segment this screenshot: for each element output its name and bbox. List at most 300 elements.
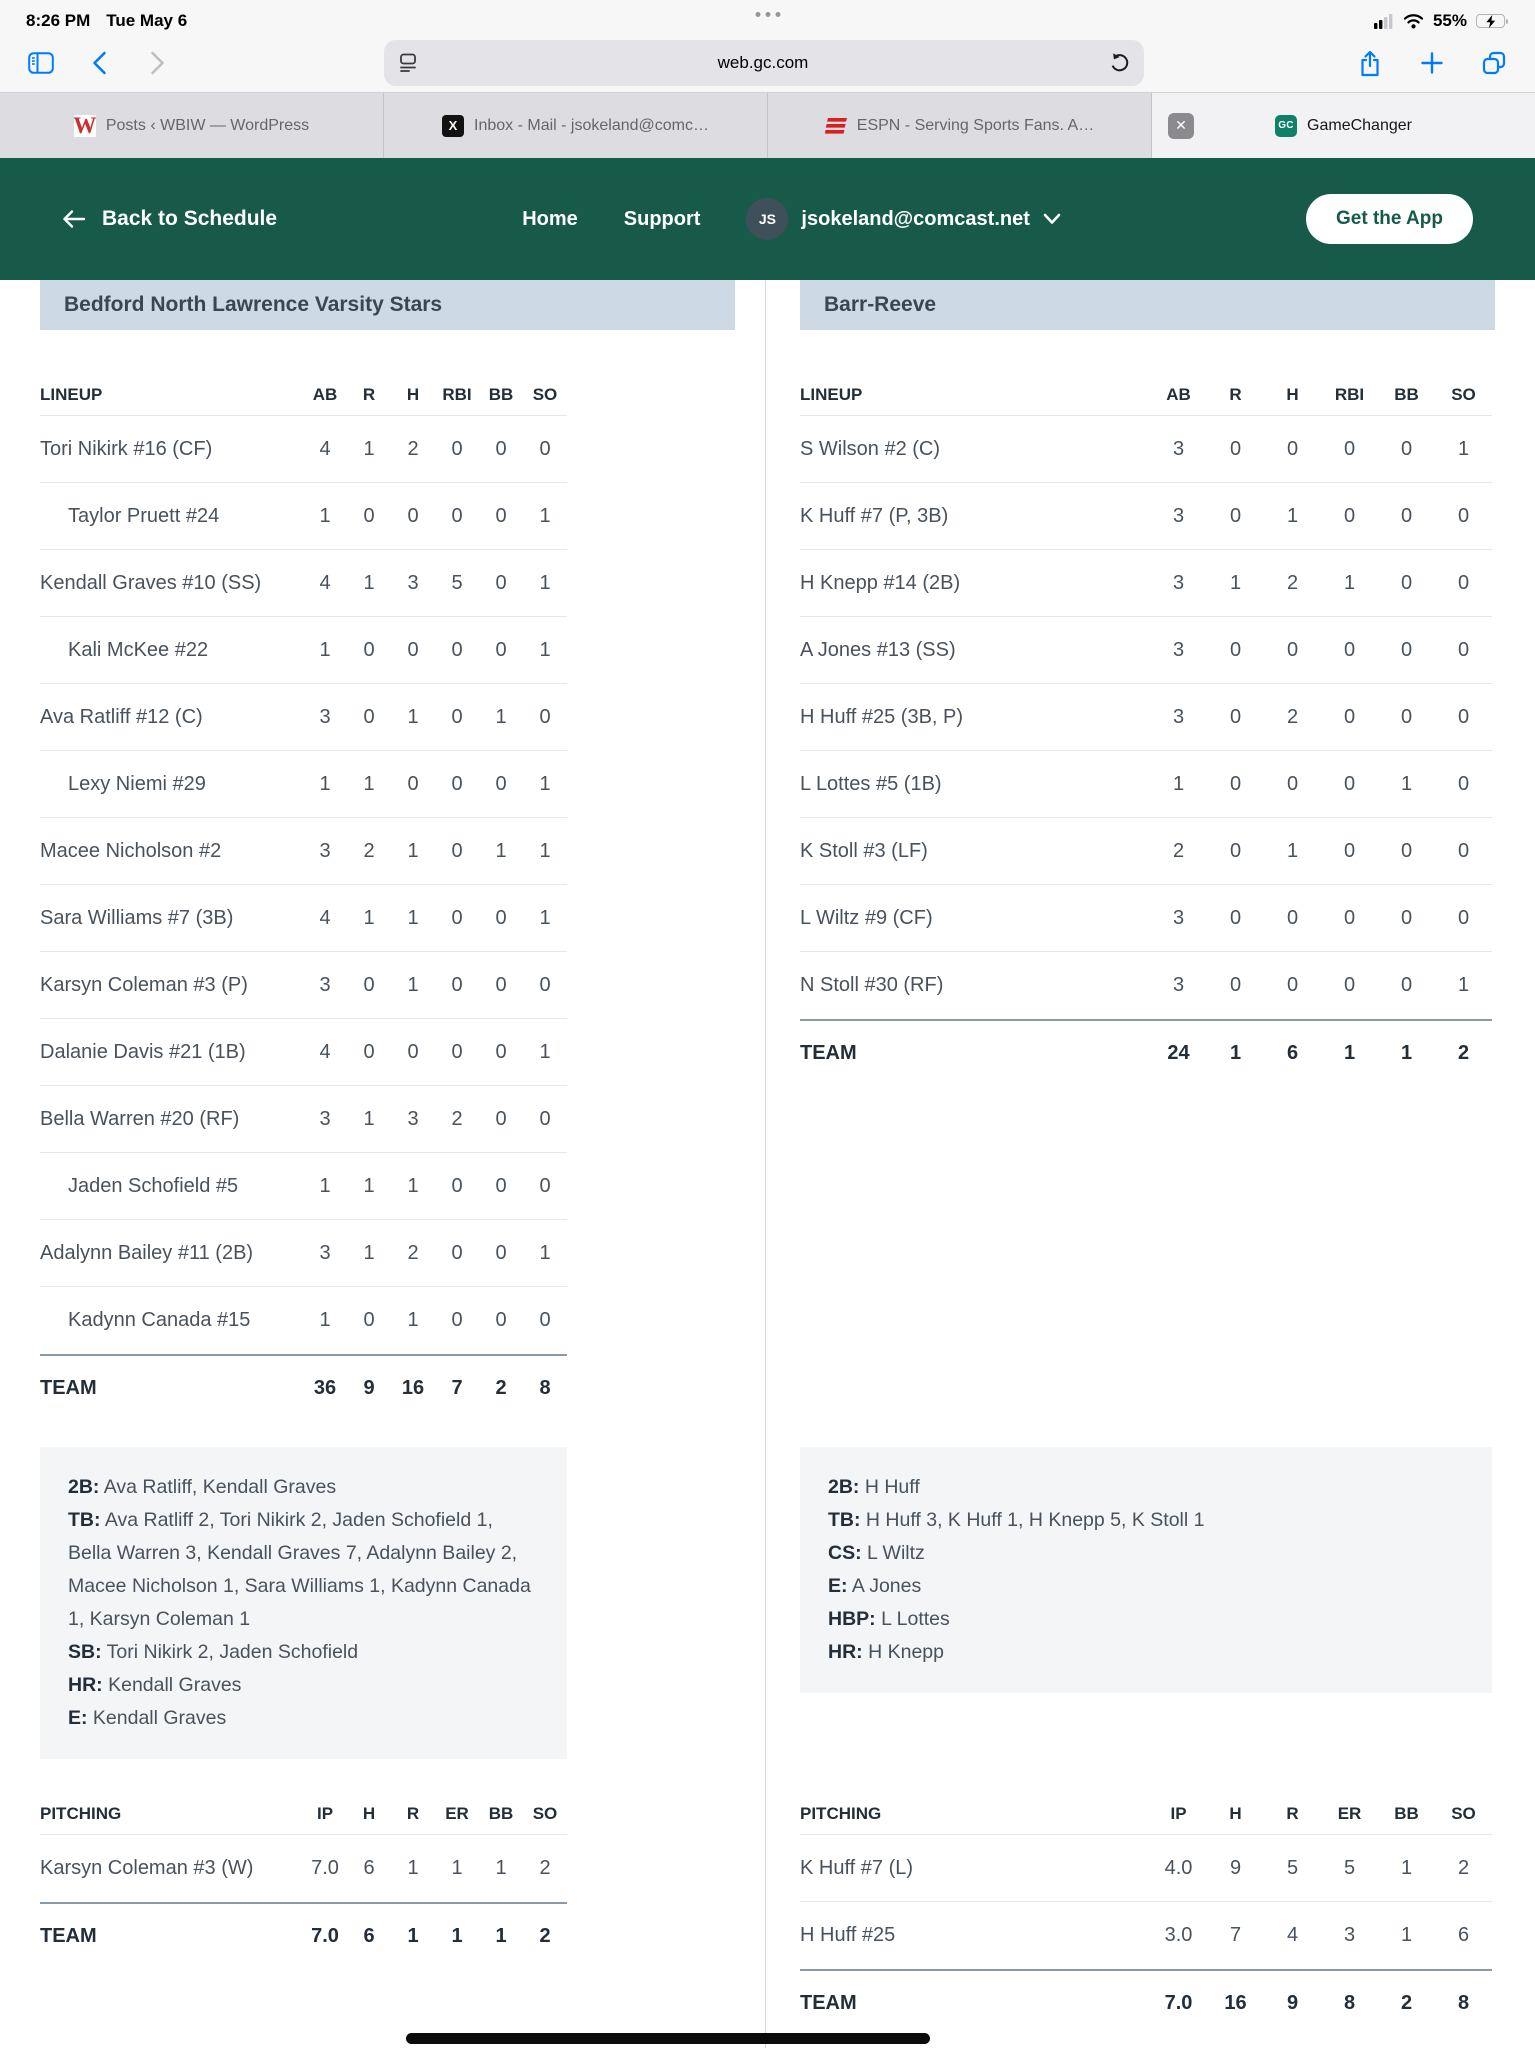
note-label: CS: [828, 1542, 862, 1564]
note-line [68, 1669, 539, 1702]
row-label: Taylor Pruett #24 [68, 504, 220, 527]
gamechanger-header [0, 158, 1535, 280]
stat-cell: 0 [451, 1241, 463, 1264]
cellular-signal-icon [1374, 14, 1394, 29]
stat-cell: 0 [1229, 437, 1242, 460]
note-label: SB: [68, 1641, 102, 1663]
tab-overview-icon[interactable] [1479, 48, 1509, 78]
note-text: Kendall Graves [102, 1674, 242, 1696]
pitching-table [800, 1793, 1492, 2036]
stat-cell: 0 [495, 571, 507, 594]
stat-cell: 7.0 [1164, 1992, 1193, 2014]
stat-cell: 1 [451, 1857, 463, 1879]
tab-mail-inbox[interactable] [384, 93, 768, 158]
wordpress-favicon-icon: W [73, 112, 97, 138]
stat-cell: 0 [495, 973, 507, 996]
row-label: Karsyn Coleman #3 (P) [40, 973, 248, 996]
note-label: HR: [68, 1674, 103, 1696]
stat-cell: 16 [1224, 1992, 1247, 2014]
stat-cell: 1 [363, 772, 375, 795]
stat-cell: 2 [363, 839, 375, 862]
batting-table [800, 374, 1492, 1086]
tab-wbiw-wordpress[interactable] [0, 93, 384, 158]
stat-cell: 1 [1286, 504, 1299, 527]
box-score-content [0, 280, 1535, 2048]
stat-cell: 3.0 [1164, 1924, 1193, 1946]
row-label: L Lottes #5 (1B) [800, 772, 942, 795]
column-header: PITCHING [800, 1803, 882, 1823]
column-header: PITCHING [40, 1803, 122, 1823]
status-bar [0, 0, 1535, 34]
stat-cell: 7.0 [311, 1925, 339, 1947]
stat-cell: 0 [1229, 974, 1242, 996]
player-row [40, 416, 567, 483]
stat-cell: 0 [451, 1040, 463, 1063]
stat-cell: 3 [319, 1107, 331, 1130]
stat-cell: 9 [1286, 1992, 1299, 2014]
note-line [68, 1636, 539, 1669]
stat-cell: 0 [1229, 839, 1242, 862]
stat-cell: 0 [1457, 638, 1470, 661]
stat-cell: 0 [363, 973, 375, 996]
stat-cell: 2 [451, 1107, 463, 1130]
stat-cell: 1 [1400, 1924, 1413, 1946]
stat-cell: 0 [495, 772, 507, 795]
column-header: SO [532, 1803, 558, 1823]
row-label: Karsyn Coleman #3 (W) [40, 1857, 254, 1879]
forward-icon[interactable] [142, 48, 172, 78]
batting-header-row [800, 374, 1492, 416]
game-notes-section [40, 1447, 567, 1759]
column-header: R [1229, 384, 1242, 404]
stat-cell: 3 [1172, 504, 1185, 527]
team-name-bar [40, 280, 735, 330]
stat-cell: 1 [363, 437, 375, 460]
note-line [828, 1537, 1464, 1570]
note-line [68, 1471, 539, 1504]
column-header: H [1286, 384, 1299, 404]
pitcher-row [800, 1902, 1492, 1969]
stat-cell: 3 [1172, 974, 1185, 996]
player-row [800, 885, 1492, 952]
row-label: H Huff #25 (3B, P) [800, 705, 964, 728]
row-label: Lexy Niemi #29 [68, 772, 206, 795]
stat-cell: 1 [539, 772, 551, 795]
game-notes-section [800, 1447, 1492, 1693]
stat-cell: 1 [539, 1040, 551, 1063]
url-text: web.gc.com [717, 53, 809, 72]
account-email: jsokeland@comcast.net [801, 207, 1030, 230]
batting-header-row [40, 374, 567, 416]
pitching-header-row [40, 1793, 567, 1835]
stat-cell: 9 [363, 1377, 375, 1399]
stat-cell: 0 [451, 839, 463, 862]
stat-cell: 0 [407, 504, 419, 527]
stat-cell: 1 [363, 571, 375, 594]
stat-cell: 2 [1286, 571, 1299, 594]
stat-cell: 4 [319, 437, 331, 460]
note-label: TB: [828, 1509, 861, 1531]
stat-cell: 0 [1400, 705, 1413, 728]
column-header: H [1229, 1803, 1242, 1823]
avatar: JS [746, 198, 788, 240]
stat-cell: 0 [451, 973, 463, 996]
team-name: Bedford North Lawrence Varsity Stars [64, 293, 443, 316]
column-header: BB [1394, 1803, 1419, 1823]
stat-cell: 0 [1457, 906, 1470, 929]
stat-cell: 0 [495, 906, 507, 929]
stat-cell: 0 [1400, 839, 1413, 862]
stat-cell: 0 [1400, 638, 1413, 661]
stat-cell: 1 [451, 1925, 463, 1947]
row-label: Jaden Schofield #5 [68, 1174, 239, 1197]
back-arrow-icon [62, 209, 86, 229]
stat-cell: 0 [1343, 504, 1356, 527]
stat-cell: 2 [539, 1925, 551, 1947]
team-total-row [40, 1354, 567, 1421]
team-name-bar [800, 280, 1495, 330]
tab-title: Inbox - Mail - jsokeland@comc… [474, 116, 709, 134]
row-label: K Huff #7 (L) [800, 1856, 914, 1879]
stat-cell: 0 [1343, 974, 1356, 996]
nav-support-link[interactable]: Support [623, 207, 701, 230]
column-header: RBI [1334, 384, 1365, 404]
player-row [40, 617, 567, 684]
clock-time: 8:26 PM [26, 11, 91, 30]
note-line [828, 1570, 1464, 1603]
page-format-icon[interactable] [398, 53, 418, 73]
stat-cell: 4 [319, 906, 331, 929]
stat-cell: 3 [319, 973, 331, 996]
row-label: L Wiltz #9 (CF) [800, 906, 933, 929]
stat-cell: 1 [319, 638, 331, 661]
back-icon[interactable] [84, 48, 114, 78]
player-row [800, 952, 1492, 1019]
column-header: BB [1394, 384, 1419, 404]
stat-cell: 0 [539, 1174, 551, 1197]
stat-cell: 0 [1400, 974, 1413, 996]
pitching-header-row [800, 1793, 1492, 1835]
team-total-row [800, 1969, 1492, 2036]
stat-cell: 4.0 [1164, 1856, 1193, 1879]
note-text: Ava Ratliff, Kendall Graves [99, 1476, 337, 1498]
stat-cell: 1 [539, 638, 551, 661]
row-label: Ava Ratliff #12 (C) [40, 705, 203, 728]
stat-cell: 0 [539, 973, 551, 996]
row-label: K Stoll #3 (LF) [800, 839, 928, 862]
stat-cell: 5 [1343, 1856, 1356, 1879]
tab-bar [0, 92, 1535, 158]
stat-cell: 3 [319, 839, 331, 862]
stat-cell: 0 [1229, 906, 1242, 929]
stat-cell: 0 [363, 705, 375, 728]
game-notes [40, 1447, 567, 1759]
battery-charging-icon [1476, 14, 1509, 29]
stat-cell: 1 [495, 705, 507, 728]
stat-cell: 1 [1343, 571, 1356, 594]
stat-cell: 0 [495, 1241, 507, 1264]
share-icon[interactable] [1355, 48, 1385, 78]
row-label: H Huff #25 [800, 1924, 896, 1946]
stat-cell: 3 [1172, 705, 1185, 728]
column-header: SO [1451, 384, 1476, 404]
column-header: R [406, 1803, 420, 1823]
stat-cell: 1 [407, 1925, 419, 1947]
stat-cell: 1 [1229, 571, 1242, 594]
nav-home-link[interactable]: Home [522, 207, 578, 230]
stat-cell: 0 [451, 437, 463, 460]
column-divider [765, 280, 766, 2048]
stat-cell: 8 [1343, 1992, 1356, 2014]
stat-cell: 0 [1400, 906, 1413, 929]
player-row [800, 818, 1492, 885]
stat-cell: 0 [1400, 437, 1413, 460]
row-label: S Wilson #2 (C) [800, 437, 941, 460]
stat-cell: 2 [1400, 1992, 1413, 2014]
gamechanger-favicon-icon: GC [1275, 115, 1297, 137]
tab-espn[interactable] [768, 93, 1152, 158]
stat-cell: 1 [539, 571, 551, 594]
column-header: R [1286, 1803, 1299, 1823]
stat-cell: 6 [363, 1925, 375, 1947]
player-row [800, 483, 1492, 550]
stat-cell: 0 [495, 1174, 507, 1197]
stat-cell: 0 [495, 437, 507, 460]
player-row [800, 617, 1492, 684]
stat-cell: 2 [495, 1377, 507, 1399]
stat-cell: 1 [407, 1857, 419, 1879]
note-text: H Huff 3, K Huff 1, H Knepp 5, K Stoll 1 [860, 1509, 1205, 1531]
stat-cell: 3 [407, 571, 419, 594]
row-label: Adalynn Bailey #11 (2B) [40, 1241, 254, 1264]
back-to-schedule-button[interactable] [62, 207, 277, 231]
player-row [40, 483, 567, 550]
stat-cell: 0 [1286, 974, 1299, 996]
reload-icon[interactable] [1109, 52, 1130, 74]
stat-cell: 0 [1286, 772, 1299, 795]
stat-cell: 1 [1400, 1042, 1413, 1064]
home-team-panel [40, 280, 735, 2048]
stat-cell: 0 [1229, 638, 1242, 661]
home-indicator[interactable] [406, 2033, 930, 2044]
stat-cell: 0 [451, 705, 463, 728]
row-label: TEAM [800, 1992, 857, 2014]
stat-cell: 0 [363, 1309, 375, 1331]
stat-cell: 8 [1457, 1992, 1470, 2014]
away-team-panel [800, 280, 1495, 2048]
stat-cell: 2 [407, 437, 419, 460]
stat-cell: 0 [495, 504, 507, 527]
stat-cell: 3 [319, 1241, 331, 1264]
stat-cell: 1 [407, 973, 419, 996]
stat-cell: 0 [451, 504, 463, 527]
stat-cell: 1 [363, 1241, 375, 1264]
close-tab-icon[interactable]: ✕ [1168, 113, 1194, 139]
stat-cell: 7 [1229, 1924, 1242, 1946]
stat-cell: 0 [1400, 504, 1413, 527]
wifi-icon [1403, 13, 1424, 29]
stat-cell: 3 [407, 1107, 419, 1130]
column-header: ER [1337, 1803, 1362, 1823]
note-line [68, 1702, 539, 1735]
player-row [40, 1220, 567, 1287]
sidebar-toggle-icon[interactable] [26, 48, 56, 78]
stat-cell: 0 [451, 1309, 463, 1331]
stat-cell: 0 [451, 1174, 463, 1197]
stat-cell: 1 [1457, 437, 1470, 460]
stat-cell: 0 [451, 638, 463, 661]
account-menu[interactable] [746, 198, 1060, 240]
column-header: R [362, 384, 376, 404]
note-text: Kendall Graves [87, 1707, 227, 1729]
stat-cell: 0 [451, 772, 463, 795]
stat-cell: 1 [539, 1241, 551, 1264]
stat-cell: 1 [539, 906, 551, 929]
row-label: Macee Nicholson #2 [40, 839, 222, 862]
row-label: TEAM [800, 1042, 857, 1064]
stat-cell: 0 [495, 1107, 507, 1130]
stat-cell: 2 [1457, 1856, 1470, 1879]
stat-cell: 1 [319, 504, 331, 527]
player-row [40, 1019, 567, 1086]
row-label: Dalanie Davis #21 (1B) [40, 1040, 246, 1063]
clock-date: Tue May 6 [106, 11, 188, 30]
column-header: ER [445, 1803, 469, 1823]
multitasking-indicator-icon[interactable] [755, 12, 780, 17]
tab-gamechanger[interactable] [1152, 93, 1535, 158]
stat-cell: 0 [1457, 839, 1470, 862]
column-header: LINEUP [40, 384, 103, 404]
note-line [828, 1471, 1464, 1504]
note-label: TB: [68, 1509, 101, 1531]
column-header: AB [312, 384, 338, 404]
stat-cell: 2 [539, 1857, 551, 1879]
note-label: 2B: [828, 1476, 860, 1498]
stat-cell: 0 [407, 772, 419, 795]
tab-title: ESPN - Serving Sports Fans. A… [856, 116, 1095, 134]
note-text: Tori Nikirk 2, Jaden Schofield [101, 1641, 359, 1663]
note-text: L Wiltz [861, 1542, 925, 1564]
stat-cell: 6 [1286, 1042, 1299, 1064]
note-line [828, 1636, 1464, 1669]
stat-cell: 0 [1343, 705, 1356, 728]
stat-cell: 3 [1172, 437, 1185, 460]
player-row [40, 1153, 567, 1220]
stat-cell: 8 [539, 1377, 551, 1399]
row-label: TEAM [40, 1377, 97, 1399]
espn-favicon-icon [825, 115, 847, 137]
stat-cell: 1 [1229, 1042, 1242, 1064]
safari-toolbar [0, 34, 1535, 92]
column-header: IP [1170, 1803, 1187, 1823]
stat-cell: 1 [1457, 974, 1470, 996]
new-tab-icon[interactable] [1417, 48, 1447, 78]
note-text: A Jones [847, 1575, 922, 1597]
stat-cell: 1 [495, 839, 507, 862]
stat-cell: 1 [539, 839, 551, 862]
stat-cell: 0 [1457, 571, 1470, 594]
stat-cell: 4 [319, 571, 331, 594]
stat-cell: 0 [1343, 772, 1356, 795]
stat-cell: 0 [1457, 705, 1470, 728]
row-label: TEAM [40, 1925, 97, 1947]
column-header: BB [488, 1803, 514, 1823]
note-label: E: [68, 1707, 88, 1729]
stat-cell: 0 [407, 638, 419, 661]
player-row [40, 1287, 567, 1354]
player-row [800, 684, 1492, 751]
note-text: Ava Ratliff 2, Tori Nikirk 2, Jaden Schofield 1, Bella Warren 3, Kendall Graves 7, Adalynn Bailey 2, Macee Nicholson 1, Sara Williams 1, Kadynn Canada 1, Karsyn Coleman 1 [68, 1509, 531, 1630]
column-header: IP [316, 1803, 334, 1823]
note-label: HBP: [828, 1608, 876, 1630]
player-row [800, 416, 1492, 483]
player-row [800, 550, 1492, 617]
tab-title: Posts ‹ WBIW — WordPress [105, 116, 310, 134]
column-header: SO [1451, 1803, 1476, 1823]
pitching-table [40, 1793, 567, 1969]
stat-cell: 0 [1400, 571, 1413, 594]
column-header: H [362, 1803, 376, 1823]
stat-cell: 0 [539, 705, 551, 728]
stat-cell: 0 [1343, 437, 1356, 460]
note-text: H Huff [859, 1476, 920, 1498]
column-header: SO [532, 384, 558, 404]
team-name: Barr-Reeve [824, 293, 937, 316]
game-notes [800, 1447, 1492, 1693]
row-label: H Knepp #14 (2B) [800, 571, 961, 594]
note-line [828, 1504, 1464, 1537]
chevron-down-icon [1043, 213, 1061, 225]
row-label: Bella Warren #20 (RF) [40, 1107, 240, 1130]
row-label: Kali McKee #22 [68, 638, 209, 661]
note-text: L Lottes [875, 1608, 950, 1630]
stat-cell: 3 [1172, 906, 1185, 929]
stat-cell: 7.0 [311, 1857, 339, 1879]
stat-cell: 1 [363, 1174, 375, 1197]
stat-cell: 16 [401, 1377, 425, 1399]
stat-cell: 0 [495, 1309, 507, 1331]
stat-cell: 0 [1343, 906, 1356, 929]
stat-cell: 1 [363, 1107, 375, 1130]
stat-cell: 0 [1286, 437, 1299, 460]
player-row [40, 684, 567, 751]
player-row [40, 818, 567, 885]
stat-cell: 1 [319, 772, 331, 795]
stat-cell: 0 [1229, 705, 1242, 728]
stat-cell: 5 [1286, 1856, 1299, 1879]
team-total-row [40, 1902, 567, 1969]
player-row [40, 952, 567, 1019]
note-text: H Knepp [862, 1641, 944, 1663]
stat-cell: 6 [363, 1857, 375, 1879]
stat-cell: 5 [451, 571, 463, 594]
stat-cell: 1 [363, 906, 375, 929]
get-the-app-button[interactable]: Get the App [1306, 194, 1473, 244]
stat-cell: 0 [1229, 772, 1242, 795]
stat-cell: 0 [451, 906, 463, 929]
row-label: Sara Williams #7 (3B) [40, 906, 234, 929]
tab-title: GameChanger [1307, 116, 1412, 134]
stat-cell: 1 [1343, 1042, 1356, 1064]
stat-cell: 1 [407, 1174, 419, 1197]
note-line [828, 1603, 1464, 1636]
stat-cell: 3 [1172, 638, 1185, 661]
stat-cell: 0 [1457, 504, 1470, 527]
address-bar[interactable] [384, 40, 1144, 86]
stat-cell: 7 [451, 1377, 463, 1399]
row-label: Kendall Graves #10 (SS) [40, 571, 262, 594]
note-line [68, 1504, 539, 1636]
